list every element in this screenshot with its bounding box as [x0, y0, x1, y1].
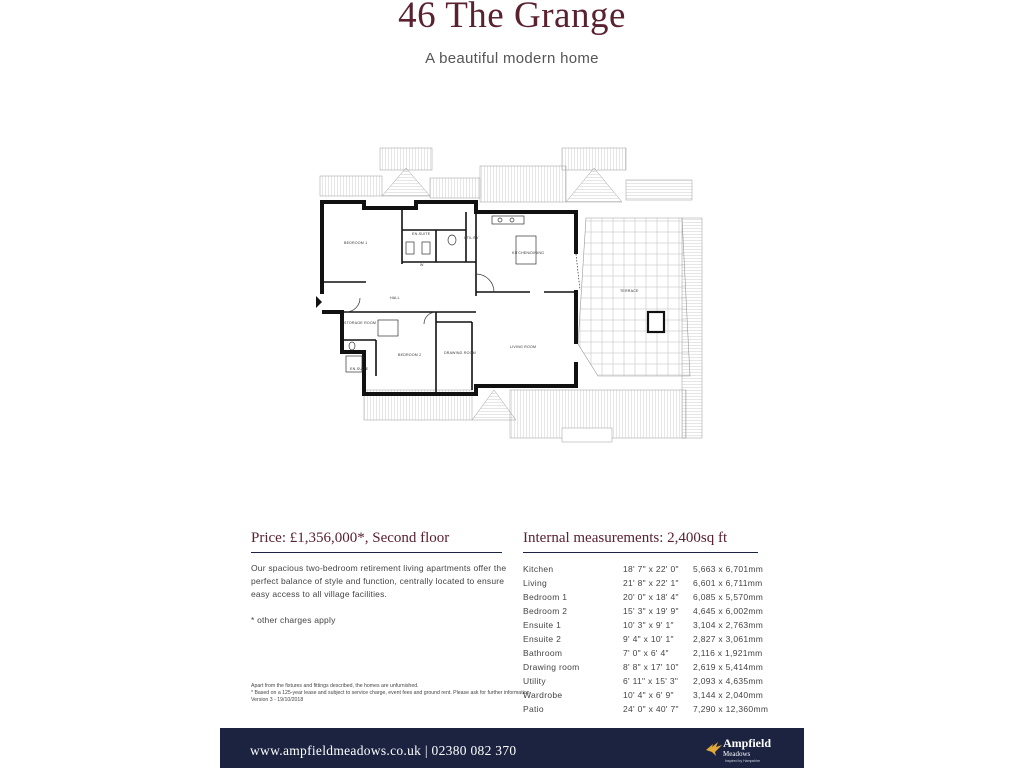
measurement-row: [523, 690, 783, 704]
measurement-metric: 2,827 x 3,061mm: [693, 634, 764, 644]
measurement-room: Patio: [523, 704, 544, 714]
svg-text:W: W: [420, 263, 424, 267]
logo-name: [723, 738, 771, 760]
measurement-room: Living: [523, 578, 548, 588]
measurement-room: Bathroom: [523, 648, 563, 658]
svg-text:HALL: HALL: [390, 296, 400, 300]
roof-tops: [320, 148, 692, 202]
svg-text:KITCHEN/DINING: KITCHEN/DINING: [512, 251, 545, 255]
terrace-label: TERRACE: [620, 289, 639, 293]
measurement-room: Bedroom 2: [523, 606, 568, 616]
svg-text:EN-SUITE: EN-SUITE: [412, 232, 431, 236]
measurements-table: [523, 564, 783, 718]
footer-bar: [220, 728, 804, 768]
measurement-metric: 6,601 x 6,711mm: [693, 578, 763, 588]
price-heading: Price: £1,356,000*, Second floor: [251, 530, 450, 546]
svg-text:UTILITY: UTILITY: [464, 236, 479, 240]
measurement-metric: 5,663 x 6,701mm: [693, 564, 764, 574]
measurement-imperial: 15' 3" x 19' 9": [623, 606, 679, 616]
measurement-metric: 3,104 x 2,763mm: [693, 620, 764, 630]
measurement-row: [523, 592, 783, 606]
measurement-imperial: 21' 8" x 22' 1": [623, 578, 679, 588]
measurements-heading: Internal measurements: 2,400sq ft: [523, 530, 728, 546]
footer-contact[interactable]: www.ampfieldmeadows.co.uk | 02380 082 370: [250, 743, 517, 758]
entrance-arrow-icon: [316, 296, 322, 308]
measurement-room: Utility: [523, 676, 546, 686]
measurement-row: [523, 634, 783, 648]
fine-print-line: * Based on a 125-year lease and subject to service charge, event fees and ground rent. Please ask for further information.: [251, 690, 532, 696]
fixtures: [346, 216, 580, 372]
svg-text:LIVING ROOM: LIVING ROOM: [510, 345, 537, 349]
svg-text:DRAWING ROOM: DRAWING ROOM: [444, 351, 476, 355]
measurement-row: [523, 564, 783, 578]
page-subtitle: A beautiful modern home: [425, 50, 599, 67]
measurement-room: Drawing room: [523, 662, 580, 672]
svg-text:EN-SUITE: EN-SUITE: [350, 367, 369, 371]
lower-roof: [364, 390, 686, 442]
logo-tagline: Inspired by Hampshire: [725, 759, 761, 763]
ampfield-logo-icon: [704, 738, 724, 758]
measurement-metric: 2,116 x 1,921mm: [693, 648, 763, 658]
measurement-metric: 2,093 x 4,635mm: [693, 676, 764, 686]
measurement-imperial: 24' 0" x 40' 7": [623, 704, 679, 714]
measurements-rule: [523, 552, 758, 553]
measurement-metric: 6,085 x 5,570mm: [693, 592, 764, 602]
measurement-imperial: 9' 4" x 10' 1": [623, 634, 674, 644]
measurement-metric: 2,619 x 5,414mm: [693, 662, 764, 672]
measurement-imperial: 6' 11" x 15' 3": [623, 676, 679, 686]
measurement-room: Ensuite 1: [523, 620, 562, 630]
svg-text:BEDROOM 2: BEDROOM 2: [398, 353, 422, 357]
room-labels: [344, 232, 544, 371]
measurement-row: [523, 648, 783, 662]
measurement-row: [523, 578, 783, 592]
measurement-imperial: 8' 8" x 17' 10": [623, 662, 679, 672]
measurement-row: [523, 606, 783, 620]
fine-print-line: Apart from the fixtures and fittings described, the homes are unfurnished.: [251, 683, 419, 689]
page-title: 46 The Grange: [398, 0, 626, 36]
price-description: Our spacious two-bedroom retirement living apartments offer the perfect balance of style and function, centrally located to ensure easy access to all village facilities.: [251, 563, 507, 599]
logo-line2: Meadows: [723, 750, 751, 758]
logo-line1: Ampfield: [723, 736, 771, 750]
measurement-imperial: 10' 3" x 9' 1": [623, 620, 674, 630]
measurement-imperial: 20' 0" x 18' 4": [623, 592, 679, 602]
measurement-row: [523, 704, 783, 718]
measurement-room: Kitchen: [523, 564, 554, 574]
floor-plan: [316, 144, 706, 454]
measurement-row: [523, 662, 783, 676]
measurement-metric: 3,144 x 2,040mm: [693, 690, 764, 700]
svg-text:STORAGE ROOM: STORAGE ROOM: [344, 321, 377, 325]
svg-text:BEDROOM 1: BEDROOM 1: [344, 241, 368, 245]
measurement-row: [523, 676, 783, 690]
measurement-room: Bedroom 1: [523, 592, 568, 602]
charges-note: * other charges apply: [251, 615, 336, 625]
price-rule: [251, 552, 502, 553]
measurement-room: Wardrobe: [523, 690, 563, 700]
measurement-imperial: 10' 4" x 6' 9": [623, 690, 674, 700]
measurement-metric: 7,290 x 12,360mm: [693, 704, 769, 714]
measurement-metric: 4,645 x 6,002mm: [693, 606, 764, 616]
fine-print-line: Version 3 - 19/10/2018: [251, 697, 304, 703]
measurement-room: Ensuite 2: [523, 634, 562, 644]
measurement-imperial: 7' 0" x 6' 4": [623, 648, 669, 658]
measurement-row: [523, 620, 783, 634]
measurement-imperial: 18' 7" x 22' 0": [623, 564, 679, 574]
